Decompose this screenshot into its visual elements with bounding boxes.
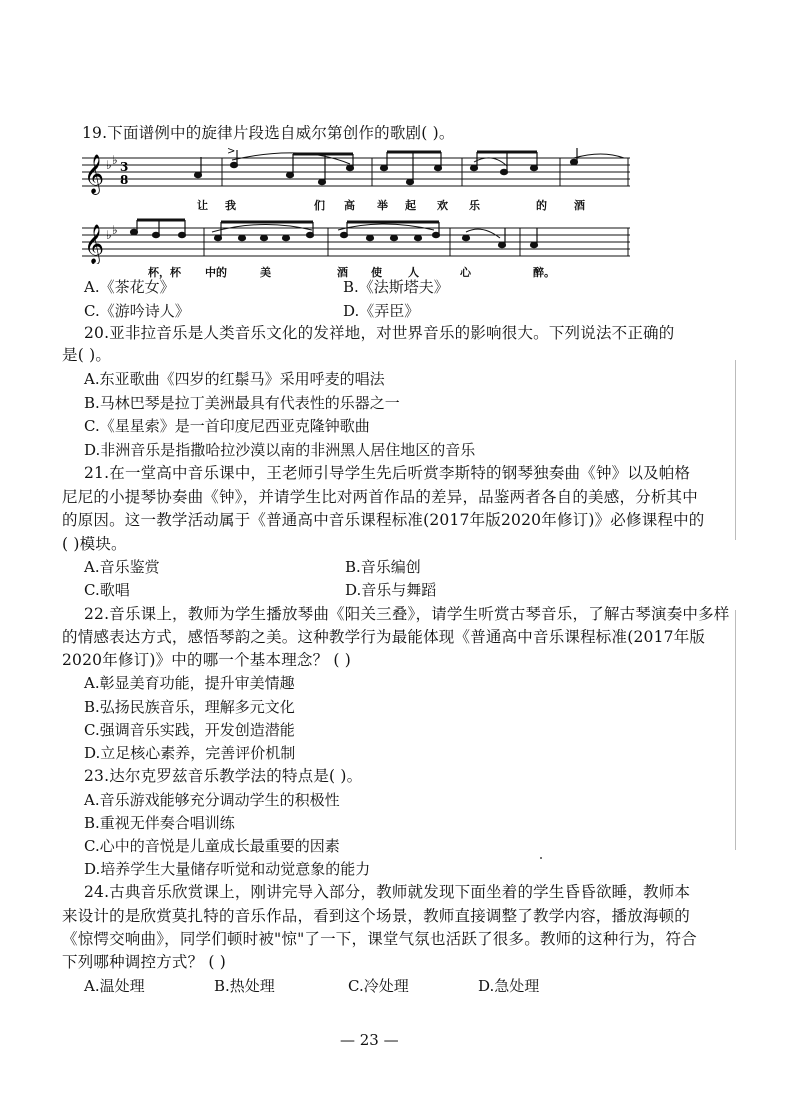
q21-stem-line-3: 的原因。这一教学活动属于《普通高中音乐课程标准(2017年版2020年修订)》必修课程中的 [62,511,705,529]
q20-option-c: C.《星星索》是一首印度尼西亚克隆钟歌曲 [84,417,370,435]
q19-lyric-2-0: 杯，杯 [148,266,181,279]
q20-option-d: D.非洲音乐是指撒哈拉沙漠以南的非洲黑人居住地区的音乐 [84,441,476,459]
q19-lyric-1-2: 们 [314,199,325,212]
q24-stem-line-4: 下列哪种调控方式？ ( ) [62,953,227,971]
q19-lyric-2-2: 美 [260,266,271,279]
svg-text:3: 3 [120,160,129,174]
q19-option-c: C.《游吟诗人》 [84,302,190,320]
q23-option-a: A.音乐游戏能够充分调动学生的积极性 [84,791,340,809]
q21-option-c: C.歌唱 [84,581,130,599]
q19-lyric-2-5: 人 [408,266,419,279]
q22-option-b: B.弘扬民族音乐，理解多元文化 [84,698,295,716]
music-staff-2 [82,218,632,264]
scan-edge-line [735,360,736,540]
q19-lyric-2-4: 使 [371,266,382,279]
q19-lyric-2-6: 心 [460,266,471,279]
q22-option-c: C.强调音乐实践，开发创造潜能 [84,721,295,739]
q20-option-b: B.马林巴琴是拉丁美洲最具有代表性的乐器之一 [84,394,400,412]
q22-stem-line-2: 的情感表达方式，感悟琴韵之美。这种教学行为最能体现《普通高中音乐课程标准(2017年版 [62,628,706,646]
q19-lyric-2-3: 酒 [337,266,348,279]
q24-stem-line-2: 来设计的是欣赏莫扎特的音乐作品，看到这个场景，教师直接调整了教学内容，播放海顿的 [62,907,691,925]
q22-stem-line-3: 2020年修订)》中的哪一个基本理念？ ( ) [62,651,352,669]
q23-option-d: D.培养学生大量储存听觉和动觉意象的能力 [84,860,371,878]
q21-option-b: B.音乐编创 [345,558,421,576]
svg-text:♭: ♭ [112,223,118,237]
q19-lyric-2-1: 中的 [205,266,227,279]
q24-option-a: A.温处理 [84,977,145,995]
svg-text:8: 8 [120,173,129,187]
q19-option-b: B.《法斯塔夫》 [343,278,449,296]
q23-option-c: C.心中的音悦是儿童成长最重要的因素 [84,837,340,855]
q19-option-a: A.《茶花女》 [84,278,175,296]
svg-text:𝄞: 𝄞 [84,154,105,194]
q19-lyric-1-7: 乐 [469,199,480,212]
q24-stem-line-1: 24.古典音乐欣赏课上，刚讲完导入部分，教师就发现下面坐着的学生昏昏欲睡，教师本 [84,883,691,901]
q21-stem-line-1: 21.在一堂高中音乐课中，王老师引导学生先后听赏李斯特的钢琴独奏曲《钟》以及帕格 [84,464,691,482]
q22-option-a: A.彰显美育功能，提升审美情趣 [84,674,295,692]
q20-option-a: A.东亚歌曲《四岁的红鬃马》采用呼麦的唱法 [84,370,385,388]
q21-stem-line-2: 尼尼的小提琴协奏曲《钟》，并请学生比对两首作品的差异，品鉴两者各自的美感，分析其中 [62,488,698,506]
scan-speck [540,857,542,859]
q21-option-d: D.音乐与舞蹈 [345,581,437,599]
q21-stem-line-4: ( )模块。 [62,535,127,553]
q24-option-c: C.冷处理 [348,977,409,995]
scan-edge-line [735,610,736,850]
q19-stem: 19.下面谱例中的旋律片段选自威尔第创作的歌剧( )。 [82,124,455,142]
q24-option-d: D.急处理 [478,977,540,995]
q19-option-d: D.《弄臣》 [343,302,420,320]
q22-option-d: D.立足核心素养，完善评价机制 [84,744,296,762]
svg-text:>: > [227,148,236,157]
q19-lyric-1-0: 让 [197,199,208,212]
q19-lyric-1-1: 我 [225,199,236,212]
svg-text:♭: ♭ [106,158,112,172]
q22-stem-line-1: 22.音乐课上，教师为学生播放琴曲《阳关三叠》，请学生听赏古琴音乐，了解古琴演奏中多样 [84,605,730,623]
q19-lyric-1-9: 酒 [574,199,585,212]
q19-lyric-1-6: 欢 [437,199,448,212]
svg-text:♭: ♭ [106,228,112,242]
q21-option-a: A.音乐鉴赏 [84,558,160,576]
q23-stem: 23.达尔克罗兹音乐教学法的特点是( )。 [84,767,363,785]
svg-text:𝄞: 𝄞 [84,224,105,264]
q20-stem-line-1: 20.亚非拉音乐是人类音乐文化的发祥地，对世界音乐的影响很大。下列说法不正确的 [84,324,675,342]
q19-lyric-1-8: 的 [536,199,547,212]
page-number: — 23 — [340,1031,399,1049]
q19-lyric-1-3: 高 [344,199,355,212]
q20-stem-line-2: 是( )。 [62,346,112,364]
q24-option-b: B.热处理 [214,977,275,995]
svg-text:♭: ♭ [112,153,118,167]
q24-stem-line-3: 《惊愕交响曲》，同学们顿时被"惊"了一下，课堂气氛也活跃了很多。教师的这种行为，符合 [62,930,697,948]
q19-lyric-2-7: 醉。 [533,266,555,279]
q19-lyric-1-5: 起 [405,199,416,212]
q23-option-b: B.重视无伴奏合唱训练 [84,814,235,832]
q19-lyric-1-4: 举 [377,199,388,212]
music-staff-1 [82,148,632,196]
